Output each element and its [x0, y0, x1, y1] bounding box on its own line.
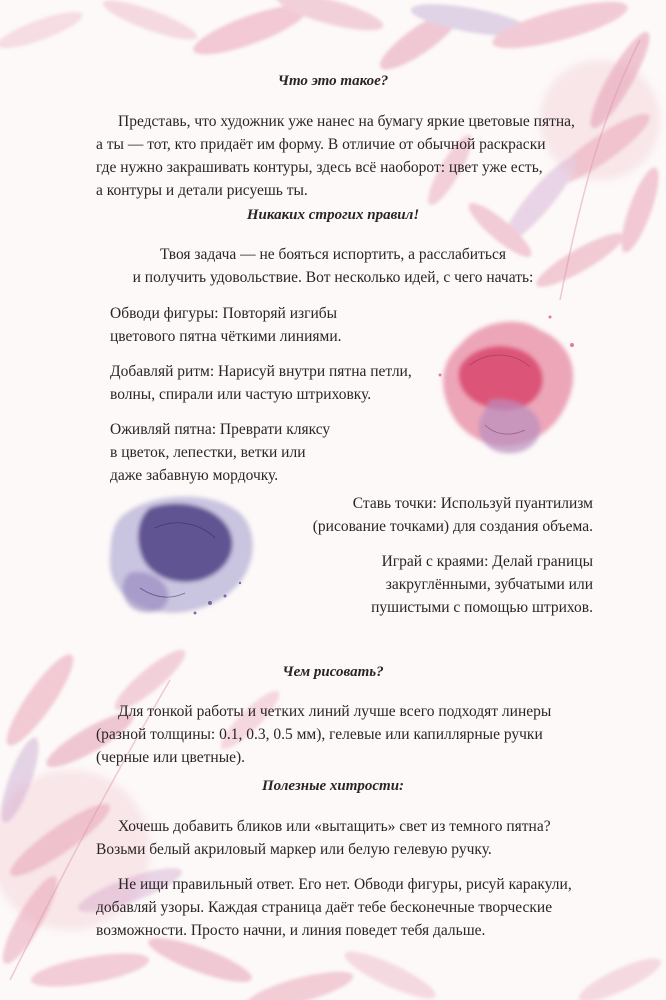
tip-line: волны, спирали или частую штриховку. — [110, 386, 372, 403]
paragraph-line: (разной толщины: 0.1, 0.3, 0.5 мм), гелевые или капиллярные ручки — [96, 726, 543, 743]
paragraph-line: Представь, что художник уже нанес на бумагу яркие цветовые пятна, — [118, 113, 575, 130]
tip-line: Оживляй пятна: Преврати кляксу — [110, 421, 331, 438]
paragraph-line: добавляй узоры. Каждая страница даёт тебе бесконечные творческие — [96, 899, 553, 916]
tip-line: (рисование точками) для создания объема. — [312, 518, 593, 535]
section-title-rules: Никаких строгих правил! — [246, 207, 420, 223]
section-title-tricks: Полезные хитрости: — [261, 778, 405, 794]
tip-line: Играй с краями: Делай границы — [381, 553, 593, 570]
paragraph-line: Возьми белый акриловый маркер или белую гелевую ручку. — [96, 841, 492, 858]
intro-line: и получить удовольствие. Вот несколько идей, с чего начать: — [132, 269, 534, 286]
tip-line: Ставь точки: Используй пуантилизм — [352, 495, 593, 512]
tip-line: цветового пятна чёткими линиями. — [110, 328, 342, 345]
paragraph-line: возможности. Просто начни, и линия поведет тебя дальше. — [96, 922, 486, 939]
paragraph-line: а контуры и детали рисуешь ты. — [96, 182, 308, 199]
tip-line: даже забавную мордочку. — [110, 467, 279, 484]
purple-watercolor-blot — [100, 488, 260, 628]
paragraph-line: Для тонкой работы и четких линий лучше всего подходят линеры — [118, 703, 552, 720]
tip-line: Обводи фигуры: Повторяй изгибы — [110, 305, 338, 322]
paragraph-line: (черные или цветные). — [96, 749, 246, 766]
paragraph-line: а ты — тот, кто придаёт им форму. В отличие от обычной раскраски — [96, 136, 546, 153]
section-title-tools: Чем рисовать? — [282, 664, 384, 680]
tip-line: в цветок, лепестки, ветки или — [110, 444, 306, 461]
tip-line: закруглёнными, зубчатыми или — [385, 576, 593, 593]
paragraph-line: Не ищи правильный ответ. Его нет. Обводи фигуры, рисуй каракули, — [118, 876, 572, 893]
paragraph-line: где нужно закрашивать контуры, здесь всё наоборот: цвет уже есть, — [96, 159, 543, 176]
pink-watercolor-blot — [430, 305, 585, 465]
tip-line: Добавляй ритм: Нарисуй внутри пятна петли, — [110, 363, 412, 380]
intro-line: Твоя задача — не бояться испортить, а расслабиться — [160, 246, 506, 263]
tip-line: пушистыми с помощью штрихов. — [371, 599, 593, 616]
paragraph-line: Хочешь добавить бликов или «вытащить» свет из темного пятна? — [118, 818, 551, 835]
section-title-what: Что это такое? — [277, 73, 389, 89]
